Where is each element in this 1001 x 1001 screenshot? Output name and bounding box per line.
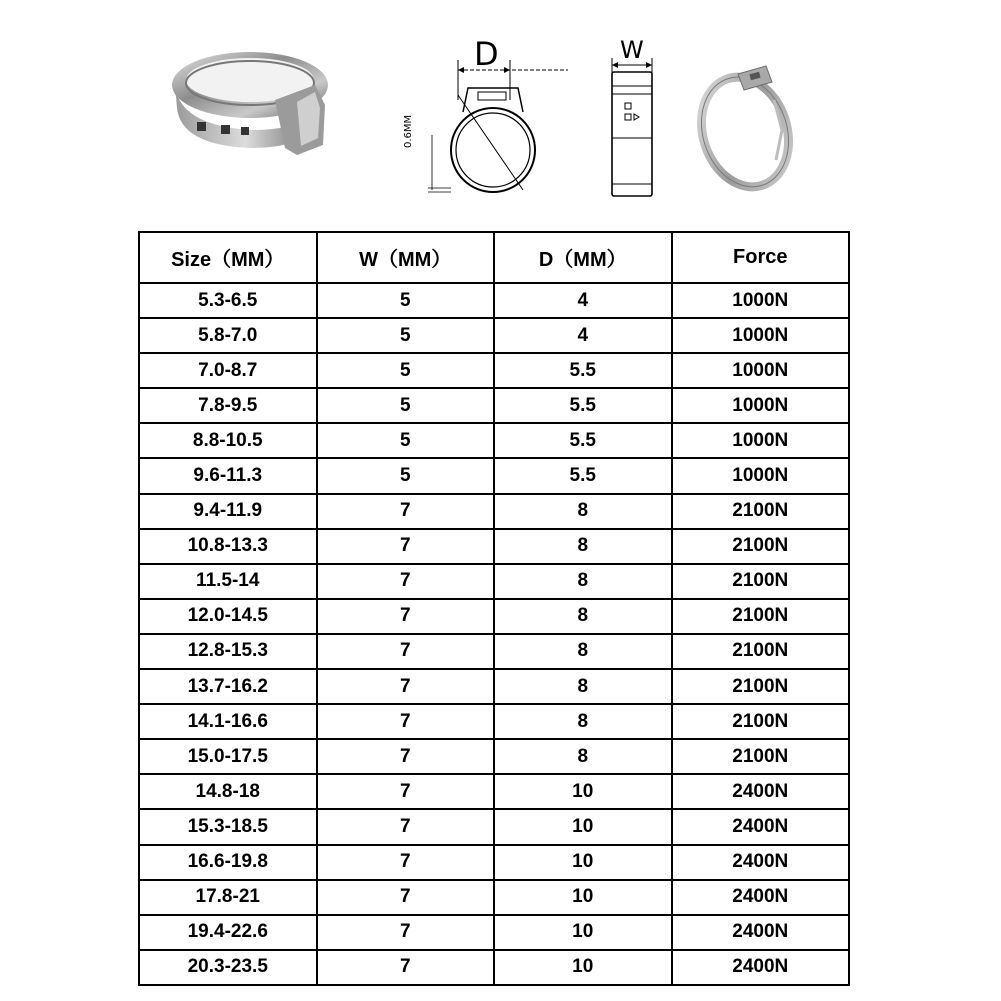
cell-force: 2100N <box>672 704 850 739</box>
table-row <box>139 845 849 880</box>
cell-size: 19.4-22.6 <box>139 915 317 950</box>
table-row <box>139 880 849 915</box>
table-row <box>139 494 849 529</box>
cell-diameter: 8 <box>494 564 672 599</box>
header-size: Size（MM） <box>139 232 317 283</box>
cell-size: 17.8-21 <box>139 880 317 915</box>
cell-width: 7 <box>317 634 495 669</box>
cell-width: 5 <box>317 423 495 458</box>
cell-force: 1000N <box>672 283 850 318</box>
table-row <box>139 388 849 423</box>
cell-diameter: 10 <box>494 845 672 880</box>
cell-diameter: 4 <box>494 283 672 318</box>
cell-size: 15.0-17.5 <box>139 739 317 774</box>
cell-width: 7 <box>317 494 495 529</box>
cell-diameter: 8 <box>494 599 672 634</box>
w-dimension-label: W <box>620 36 644 64</box>
cell-width: 7 <box>317 529 495 564</box>
table-row <box>139 564 849 599</box>
cell-diameter: 10 <box>494 915 672 950</box>
cell-width: 7 <box>317 599 495 634</box>
cell-diameter: 5.5 <box>494 423 672 458</box>
table-row <box>139 353 849 388</box>
cell-force: 2100N <box>672 599 850 634</box>
table-row <box>139 704 849 739</box>
cell-width: 7 <box>317 564 495 599</box>
clamp-size-table <box>138 231 850 986</box>
cell-force: 1000N <box>672 458 850 493</box>
product-illustrations <box>0 0 1001 225</box>
table-row <box>139 318 849 353</box>
cell-size: 9.4-11.9 <box>139 494 317 529</box>
cell-force: 2400N <box>672 950 850 985</box>
cell-diameter: 8 <box>494 739 672 774</box>
cell-size: 7.8-9.5 <box>139 388 317 423</box>
cell-diameter: 5.5 <box>494 388 672 423</box>
table-row <box>139 669 849 704</box>
table-row <box>139 283 849 318</box>
cell-force: 2100N <box>672 634 850 669</box>
cell-size: 11.5-14 <box>139 564 317 599</box>
d-dimension-label: D <box>474 35 499 73</box>
table-row <box>139 774 849 809</box>
cell-size: 14.1-16.6 <box>139 704 317 739</box>
cell-force: 2100N <box>672 529 850 564</box>
cell-width: 5 <box>317 388 495 423</box>
cell-diameter: 8 <box>494 634 672 669</box>
cell-diameter: 8 <box>494 529 672 564</box>
cell-width: 7 <box>317 809 495 844</box>
cell-force: 1000N <box>672 353 850 388</box>
cell-diameter: 5.5 <box>494 353 672 388</box>
table-row <box>139 809 849 844</box>
table-row <box>139 458 849 493</box>
thickness-label: 0.6MM <box>403 114 414 148</box>
cell-force: 1000N <box>672 388 850 423</box>
cell-size: 20.3-23.5 <box>139 950 317 985</box>
header-width: W（MM） <box>317 232 495 283</box>
cell-diameter: 10 <box>494 809 672 844</box>
cell-width: 7 <box>317 845 495 880</box>
cell-diameter: 8 <box>494 704 672 739</box>
cell-size: 5.3-6.5 <box>139 283 317 318</box>
cell-force: 2100N <box>672 494 850 529</box>
cell-force: 2100N <box>672 564 850 599</box>
cell-diameter: 10 <box>494 880 672 915</box>
cell-width: 7 <box>317 950 495 985</box>
cell-size: 16.6-19.8 <box>139 845 317 880</box>
cell-force: 2400N <box>672 915 850 950</box>
cell-width: 7 <box>317 880 495 915</box>
table-row <box>139 423 849 458</box>
header-force: Force <box>672 232 850 283</box>
table-row <box>139 599 849 634</box>
cell-width: 5 <box>317 353 495 388</box>
cell-width: 7 <box>317 739 495 774</box>
cell-size: 12.0-14.5 <box>139 599 317 634</box>
header-diameter: D（MM） <box>494 232 672 283</box>
clamp-photo-front <box>165 30 350 165</box>
cell-diameter: 5.5 <box>494 458 672 493</box>
cell-width: 7 <box>317 704 495 739</box>
table-row <box>139 634 849 669</box>
cell-size: 8.8-10.5 <box>139 423 317 458</box>
table-row <box>139 950 849 985</box>
table-row <box>139 915 849 950</box>
cell-diameter: 8 <box>494 494 672 529</box>
clamp-photo-band <box>690 60 810 200</box>
cell-force: 2400N <box>672 809 850 844</box>
cell-size: 13.7-16.2 <box>139 669 317 704</box>
cell-width: 5 <box>317 458 495 493</box>
cell-diameter: 10 <box>494 774 672 809</box>
table-row <box>139 529 849 564</box>
cell-width: 5 <box>317 283 495 318</box>
cell-diameter: 4 <box>494 318 672 353</box>
cell-width: 7 <box>317 774 495 809</box>
cell-force: 2400N <box>672 880 850 915</box>
cell-size: 10.8-13.3 <box>139 529 317 564</box>
cell-diameter: 8 <box>494 669 672 704</box>
cell-size: 14.8-18 <box>139 774 317 809</box>
cell-size: 12.8-15.3 <box>139 634 317 669</box>
cell-force: 1000N <box>672 318 850 353</box>
cell-force: 2400N <box>672 845 850 880</box>
table-body <box>139 283 849 985</box>
cell-force: 1000N <box>672 423 850 458</box>
cell-size: 9.6-11.3 <box>139 458 317 493</box>
clamp-diagram-w <box>596 58 666 203</box>
cell-force: 2400N <box>672 774 850 809</box>
cell-diameter: 10 <box>494 950 672 985</box>
cell-size: 7.0-8.7 <box>139 353 317 388</box>
cell-size: 5.8-7.0 <box>139 318 317 353</box>
cell-force: 2100N <box>672 739 850 774</box>
table-row <box>139 739 849 774</box>
cell-size: 15.3-18.5 <box>139 809 317 844</box>
cell-force: 2100N <box>672 669 850 704</box>
cell-width: 5 <box>317 318 495 353</box>
cell-width: 7 <box>317 669 495 704</box>
table-header-row <box>139 232 849 283</box>
cell-width: 7 <box>317 915 495 950</box>
